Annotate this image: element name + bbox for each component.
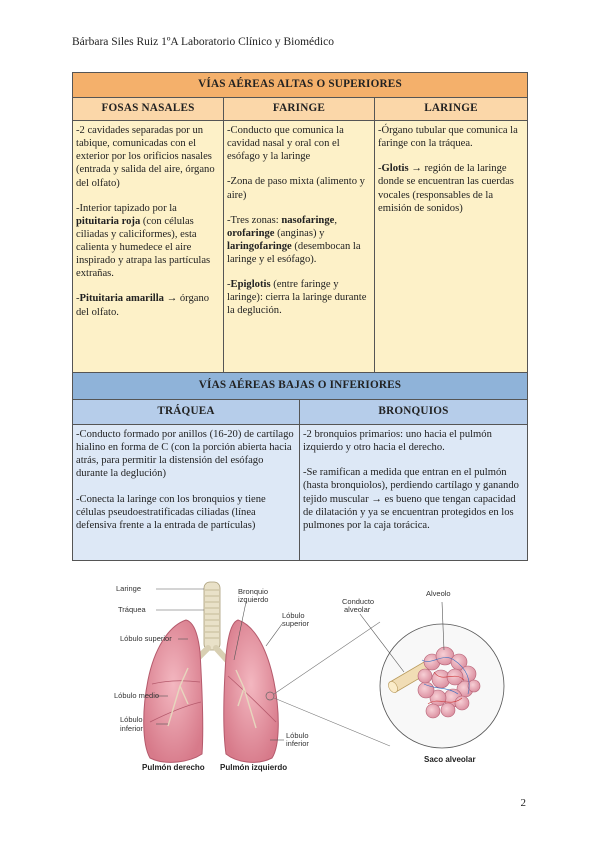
column-header-fosas: FOSAS NASALES [73, 98, 224, 121]
label-alveolo: Alveolo [426, 589, 451, 598]
label-lobulo-medio: Lóbulo medio [114, 691, 160, 700]
faringe-p2: -Zona de paso mixta (alimento y aire) [227, 176, 365, 201]
laringe-p1: -Órgano tubular que comunica la faringe con la tráquea. [378, 125, 518, 150]
label-pulmon-derecho: Pulmón derecho [142, 763, 205, 772]
traquea-p1: -Conducto formado por anillos (16-20) de cartílago hialino en forma de C (con la porción abierta hacia atrás, para permitir la distensión del esófago durante la deglución) [76, 429, 294, 480]
fosas-p3: -Pituitaria amarilla → órgano del olfato. [76, 293, 210, 318]
trachea-shape [204, 582, 220, 650]
label-traquea: Tráquea [118, 605, 146, 614]
upper-airways-table [72, 72, 528, 380]
column-header-laringe: LARINGE [375, 98, 528, 121]
column-header-faringe: FARINGE [224, 98, 375, 121]
label-pulmon-izquierdo: Pulmón izquierdo [220, 763, 288, 772]
column-header-bronquios: BRONQUIOS [300, 400, 528, 425]
traquea-p2: -Conecta la laringe con los bronquios y tiene células pseudoestratificadas ciliadas (línea defensiva frente a la entrada de partículas) [76, 493, 266, 531]
label-bronquio-1: Bronquio [238, 587, 269, 596]
faringe-cell [224, 121, 375, 380]
left-lung-shape [224, 620, 279, 762]
column-header-traquea: TRÁQUEA [73, 400, 300, 425]
fosas-p2: -Interior tapizado por la pituitaria roja (con células ciliadas y caliciformes), esta calienta y humedece el aire inspirado y atrapa las partículas extrañas. [76, 202, 211, 280]
page-header: Bárbara Siles Ruiz 1ºA Laboratorio Clínico y Biomédico [72, 36, 334, 48]
label-saco-alveolar: Saco alveolar [424, 755, 476, 764]
lower-airways-table [72, 372, 528, 561]
lungs-illustration [70, 576, 530, 780]
label-lobulo-inferior-l: Lóbulo [120, 715, 143, 724]
zoom-lines [274, 622, 390, 746]
label-lobulo-inf-r1: Lóbulo [286, 731, 309, 740]
upper-airways-title: VÍAS AÉREAS ALTAS O SUPERIORES [73, 73, 528, 98]
laringe-cell [375, 121, 528, 380]
faringe-p3: -Tres zonas: nasofaringe, orofaringe (anginas) y laringofaringe (desembocan la laringe y el esófago). [227, 214, 361, 265]
laringe-p2: -Glotis → región de la laringe donde se encuentran las cuerdas vocales (responsables de la emisión de sonidos) [378, 163, 514, 214]
bronquios-p2: -Se ramifican a medida que entran en el pulmón (hasta bronquiolos), perdiendo cartílago y ganando tejido muscular → es bueno que tengan capacidad de dilatación y ya se encuentran protegidos en los pulmones por la caja torácica. [303, 467, 519, 531]
lower-airways-title: VÍAS AÉREAS BAJAS O INFERIORES [73, 373, 528, 400]
label-bronquio-2: izquierdo [238, 595, 269, 604]
label-conducto-2: alveolar [344, 605, 371, 614]
page-number: 2 [520, 797, 526, 809]
bronquios-p1: -2 bronquios primarios: uno hacia el pulmón izquierdo y otro hacia el derecho. [303, 429, 492, 454]
fosas-p1: -2 cavidades separadas por un tabique, comunicadas con el exterior por los orificios nasales (entrada y salida del aire, órgano del olfato) [76, 125, 215, 189]
label-laringe: Laringe [116, 584, 142, 593]
fosas-cell [73, 121, 224, 380]
bronquios-cell [300, 425, 528, 561]
label-lobulo-superior: Lóbulo superior [120, 634, 172, 643]
label-conducto-1: Conducto [342, 597, 375, 606]
label-lobulo-inf-r2: inferior [286, 739, 309, 748]
faringe-p1: -Conducto que comunica la cavidad nasal y oral con el esófago y la laringe [227, 125, 344, 163]
label-lobulo-inferior-l2: inferior [120, 724, 143, 733]
traquea-cell [73, 425, 300, 561]
label-lobulo-sup-r1: Lóbulo [282, 611, 305, 620]
label-lobulo-sup-r2: superior [282, 619, 310, 628]
faringe-p4: -Epiglotis (entre faringe y laringe): cierra la laringe durante la deglución. [227, 279, 367, 317]
